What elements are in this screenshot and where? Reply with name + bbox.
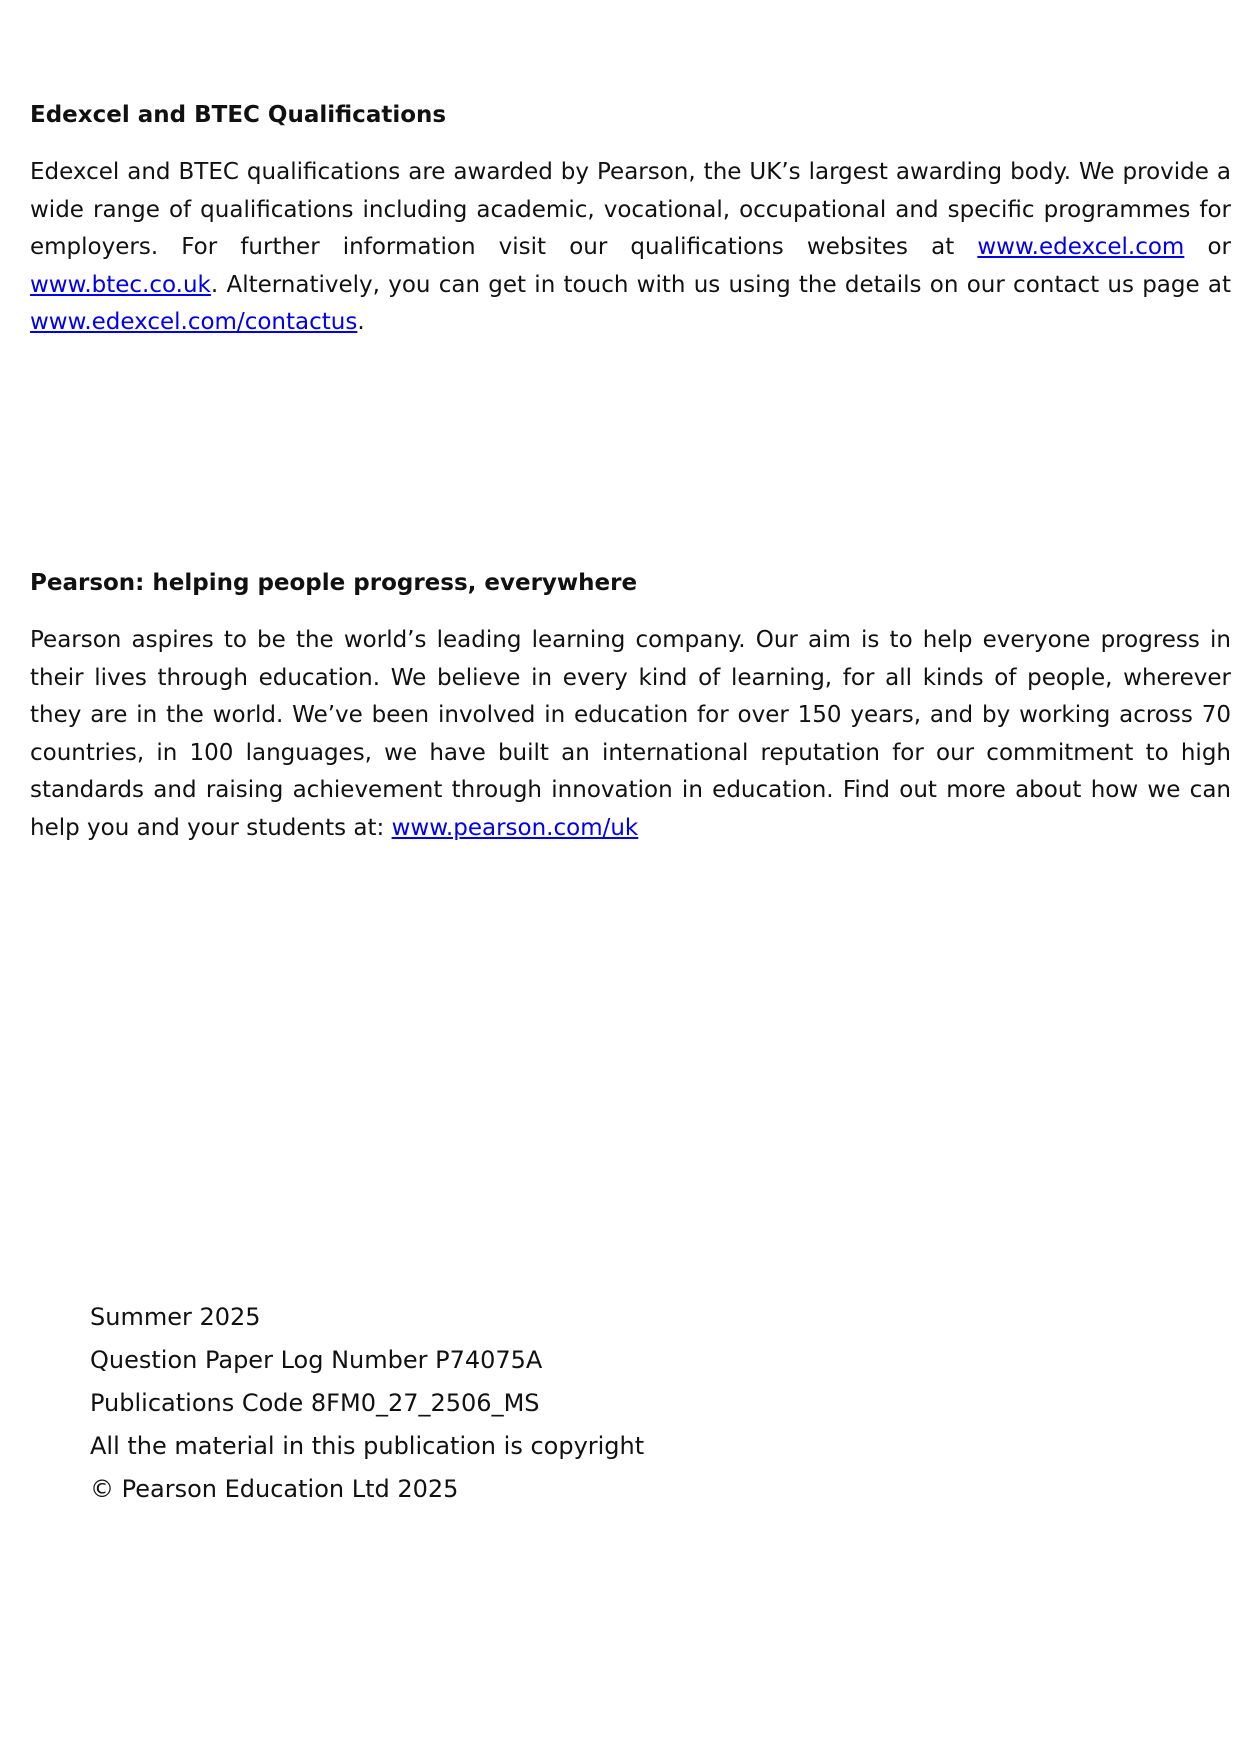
section-heading-edexcel-btec: Edexcel and BTEC Qualifications <box>30 102 447 128</box>
paragraph-text: . Alternatively, you can get in touch with us using the details on our contact us page at <box>210 271 1231 298</box>
section-heading-pearson: Pearson: helping people progress, everywhere <box>30 570 638 596</box>
pearson-uk-link[interactable]: www.pearson.com/uk <box>391 814 639 841</box>
paragraph-text: Pearson aspires to be the world’s leading learning company. Our aim is to help everyone progress in their lives through education. We believe in every kind of learning, for all kinds of people, wherever they are in the world. We’ve been involved in education for over 150 years, and by working across 70 countries, in 100 languages, we have built an international reputation for our commitment to high standards and raising achievement through innovation in education. Find out more about how we can help you and your students at: <box>30 627 1231 841</box>
session-label: Summer 2025 <box>90 1303 261 1331</box>
pearson-section <box>30 568 1231 847</box>
edexcel-btec-paragraph <box>30 154 1231 342</box>
edexcel-btec-section <box>30 100 1231 342</box>
edexcel-website-link[interactable]: www.edexcel.com <box>977 234 1185 260</box>
publication-footer <box>90 1296 644 1511</box>
publications-code-label: Publications Code 8FM0_27_2506_MS <box>90 1389 540 1417</box>
paragraph-text: . <box>357 309 365 335</box>
log-number-label: Question Paper Log Number P74075A <box>90 1346 543 1374</box>
copyright-holder: © Pearson Education Ltd 2025 <box>90 1475 459 1503</box>
contact-us-link[interactable]: www.edexcel.com/contactus <box>30 309 358 335</box>
paragraph-text: Edexcel and BTEC qualifications are awarded by Pearson, the UK’s largest awarding body. We provide a wide range of qualifications including academic, vocational, occupational and specific programmes for employers. For further information visit our qualifications websites at <box>30 159 1231 260</box>
paragraph-text: or <box>1184 234 1231 260</box>
btec-website-link[interactable]: www.btec.co.uk <box>30 271 211 298</box>
copyright-line: All the material in this publication is copyright <box>90 1432 645 1460</box>
pearson-paragraph <box>30 622 1231 847</box>
